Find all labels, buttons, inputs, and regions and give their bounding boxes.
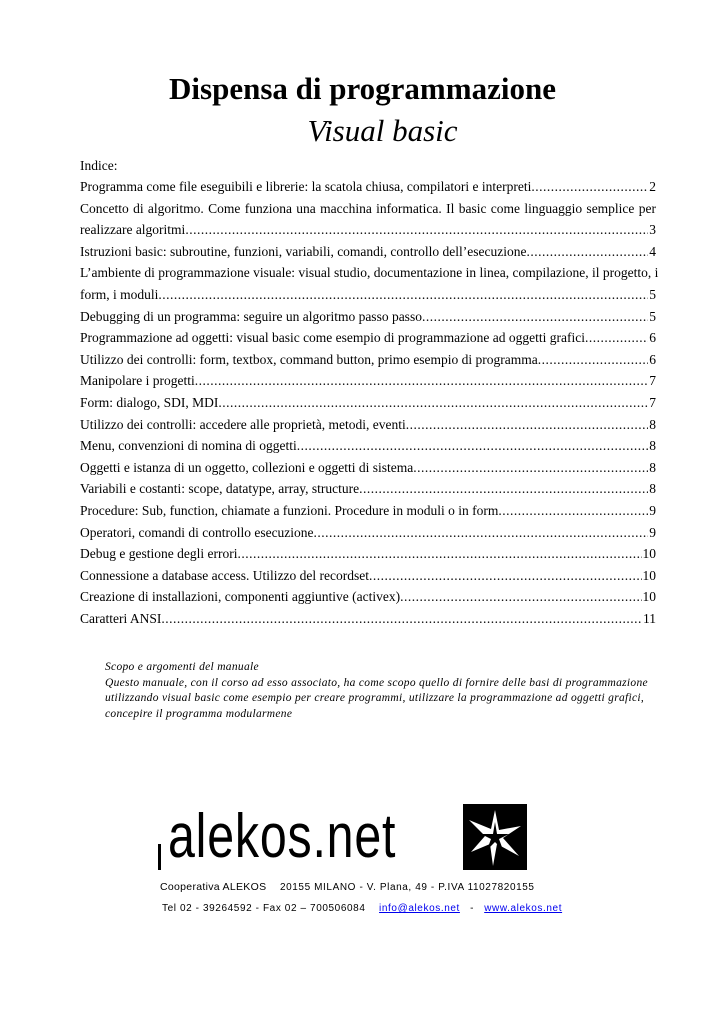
toc-leader-dots — [538, 349, 648, 371]
toc-entry[interactable] — [80, 176, 656, 198]
toc-page-number: 6 — [649, 330, 656, 346]
scope-section — [105, 660, 665, 722]
toc-page-number: 11 — [643, 610, 656, 626]
toc-leader-dots — [218, 392, 648, 414]
toc-page-number: 9 — [649, 502, 656, 518]
toc-leader-dots — [297, 435, 649, 457]
toc-leader-dots — [585, 327, 648, 349]
toc-leader-dots — [422, 306, 648, 328]
toc-entry-title: Operatori, comandi di controllo esecuzione — [80, 524, 314, 540]
toc-entry[interactable] — [80, 500, 656, 522]
toc-entry-title: L’ambiente di programmazione visuale: visual studio, documentazione in linea, compilazione, il progetto, i — [80, 265, 659, 281]
toc-entry[interactable] — [80, 608, 656, 630]
toc-entry[interactable] — [80, 457, 656, 479]
toc-leader-dots — [406, 414, 649, 436]
toc-entry-title: Caratteri ANSI — [80, 610, 162, 626]
toc-leader-dots — [359, 478, 648, 500]
toc-page-number: 8 — [649, 459, 656, 475]
toc-page-number: 7 — [649, 394, 656, 410]
toc-entry[interactable] — [80, 370, 656, 392]
toc-entry-title: Concetto di algoritmo. Come funziona una macchina informatica. Il basic come linguaggio semplice per — [80, 200, 656, 216]
toc-entry-title: Procedure: Sub, function, chiamate a funzioni. Procedure in moduli o in form — [80, 502, 499, 518]
toc-page-number: 4 — [649, 243, 656, 259]
toc-entry-title-continued: form, i moduli — [80, 286, 159, 302]
toc-entry[interactable] — [80, 306, 656, 328]
toc-heading: Indice: — [80, 158, 118, 173]
document-subtitle: Visual basic — [307, 113, 458, 148]
toc-entry-title-continued: realizzare algoritmi — [80, 222, 186, 238]
toc-leader-dots — [527, 241, 649, 263]
toc-leader-dots — [400, 586, 641, 608]
scope-heading: Scopo e argomenti del manuale — [105, 661, 259, 673]
toc-entry[interactable] — [80, 478, 656, 500]
toc-leader-dots — [161, 608, 642, 630]
toc-entry-title: Programma come file eseguibili e librerie: la scatola chiusa, compilatori e interpreti — [80, 179, 532, 194]
toc-entry-title: Variabili e costanti: scope, datatype, array, structure — [80, 481, 360, 497]
toc-entry[interactable] — [80, 543, 656, 565]
contact-info — [162, 902, 562, 916]
toc-page-number: 8 — [649, 438, 656, 454]
toc-entry-title: Menu, convenzioni di nomina di oggetti — [80, 438, 297, 454]
toc-page-number: 8 — [649, 481, 656, 497]
document-title: Dispensa di programmazione — [169, 71, 556, 106]
toc-entry-title: Form: dialogo, SDI, MDI — [80, 394, 219, 410]
logo-text: alekos.net — [168, 802, 397, 871]
toc-entry-title: Utilizzo dei controlli: form, textbox, command button, primo esempio di programma — [80, 351, 538, 367]
toc-page-number: 9 — [649, 524, 656, 540]
contact-separator: - — [470, 903, 475, 914]
toc-page-number: 10 — [642, 589, 656, 605]
toc-page-number: 8 — [649, 416, 656, 432]
toc-entry[interactable] — [80, 435, 656, 457]
toc-entry[interactable] — [80, 586, 656, 608]
star-burst-logo-icon — [463, 804, 527, 870]
email-link[interactable]: info@alekos.net — [379, 903, 460, 914]
toc-page-number: 6 — [649, 351, 656, 367]
toc-page-number: 10 — [642, 546, 656, 562]
toc-leader-dots — [158, 284, 648, 306]
cooperative-name: Cooperativa ALEKOS — [160, 881, 267, 893]
toc-entry-title: Connessione a database access. Utilizzo del recordset — [80, 567, 370, 583]
toc-entry-title: Programmazione ad oggetti: visual basic come esempio di programmazione ad oggetti grafici — [80, 330, 585, 346]
toc-entry-title: Debugging di un programma: seguire un algoritmo passo passo — [80, 308, 422, 324]
toc-leader-dots — [185, 219, 648, 241]
company-info — [160, 880, 535, 895]
toc-leader-dots — [369, 565, 641, 587]
toc-leader-dots — [498, 500, 648, 522]
company-address: 20155 MILANO - V. Plana, 49 - P.IVA 11027820155 — [279, 882, 535, 893]
toc-leader-dots — [413, 457, 648, 479]
toc-entry-title: Manipolare i progetti — [80, 373, 195, 389]
toc-entry[interactable] — [80, 198, 656, 241]
scope-body: Questo manuale, con il corso ad esso associato, ha come scopo quello di fornire delle basi di programmazione utilizzando visual basic come esempio per creare programmi, utilizzare la programmazione ad oggetti grafici, concepire il programma modularmene — [105, 676, 648, 720]
toc-page-number: 2 — [649, 179, 656, 194]
toc-page-number: 3 — [649, 222, 656, 238]
toc-entry[interactable] — [80, 565, 656, 587]
toc-page-number: 10 — [642, 567, 656, 583]
toc-entry[interactable] — [80, 392, 656, 414]
toc-page-number: 5 — [649, 286, 656, 302]
toc-entry-title: Utilizzo dei controlli: accedere alle proprietà, metodi, eventi — [80, 416, 406, 432]
toc-entry[interactable] — [80, 349, 656, 371]
toc-leader-dots — [314, 522, 649, 544]
toc-entry-title: Istruzioni basic: subroutine, funzioni, variabili, comandi, controllo dell’esecuzione — [80, 243, 527, 259]
phone-fax: Tel 02 - 39264592 - Fax 02 – 700506084 — [162, 903, 366, 914]
toc-entry-title: Oggetti e istanza di un oggetto, collezioni e oggetti di sistema — [80, 459, 414, 475]
alekos-logo — [158, 802, 538, 880]
toc-entry[interactable] — [80, 262, 659, 305]
toc-entry-title: Debug e gestione degli errori — [80, 546, 238, 562]
toc-entry[interactable] — [80, 522, 656, 544]
toc-page-number: 7 — [649, 373, 656, 389]
toc-leader-dots — [195, 370, 649, 392]
toc-entry[interactable] — [80, 327, 656, 349]
logo-rule — [158, 844, 161, 870]
toc-entry-title: Creazione di installazioni, componenti aggiuntive (activex) — [80, 589, 401, 605]
toc-page-number: 5 — [649, 308, 656, 324]
website-link[interactable]: www.alekos.net — [484, 903, 563, 914]
table-of-contents — [80, 155, 659, 629]
toc-leader-dots — [237, 543, 641, 565]
toc-entry[interactable] — [80, 241, 656, 263]
toc-leader-dots — [531, 176, 648, 198]
toc-entry[interactable] — [80, 414, 656, 436]
